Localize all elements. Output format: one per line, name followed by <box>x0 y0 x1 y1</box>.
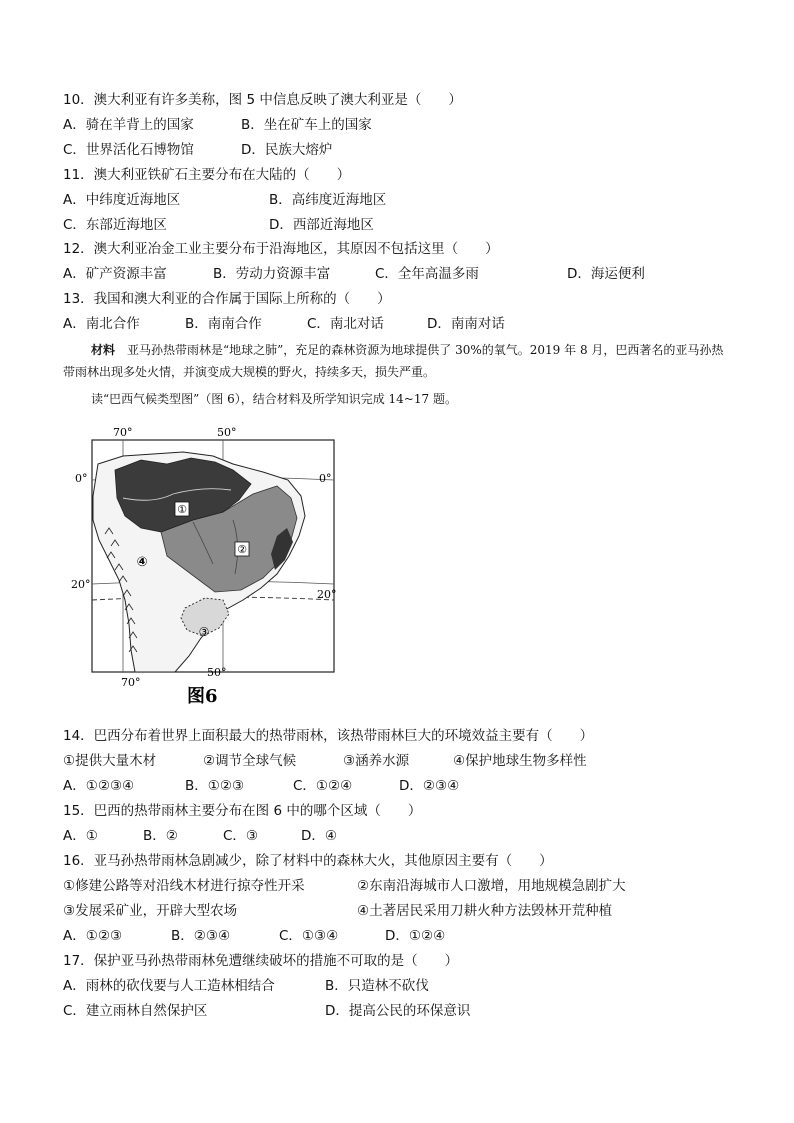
q15-option-c[interactable]: C．③ <box>223 828 259 844</box>
label-70-bottom: 70° <box>121 676 141 689</box>
q14-stem: 14．巴西分布着世界上面积最大的热带雨林，该热带雨林巨大的环境效益主要有（ ） <box>63 728 594 744</box>
q10-stem: 10．澳大利亚有许多美称，图 5 中信息反映了澳大利亚是（ ） <box>63 92 462 108</box>
q13-option-c[interactable]: C．南北对话 <box>307 316 384 332</box>
q14-option-b[interactable]: B．①②③ <box>185 778 245 794</box>
label-70-top: 70° <box>113 426 133 439</box>
q16-option-c[interactable]: C．①③④ <box>279 928 339 944</box>
q17-option-a[interactable]: A．雨林的砍伐要与人工造林相结合 <box>63 978 275 994</box>
q16-stem: 16．亚马孙热带雨林急剧减少，除了材料中的森林大火，其他原因主要有（ ） <box>63 853 553 869</box>
q10-option-d[interactable]: D．民族大熔炉 <box>241 142 333 158</box>
q15-stem: 15．巴西的热带雨林主要分布在图 6 中的哪个区域（ ） <box>63 803 422 819</box>
q14-option-d[interactable]: D．②③④ <box>399 778 460 794</box>
q11-option-a[interactable]: A．中纬度近海地区 <box>63 192 181 208</box>
read-instruction: 读“巴西气候类型图”（图 6），结合材料及所学知识完成 14~17 题。 <box>91 392 457 406</box>
label-50-top: 50° <box>217 426 237 439</box>
q17-option-d[interactable]: D．提高公民的环保意识 <box>325 1003 471 1019</box>
q16-item-3: ③发展采矿业，开辟大型农场 <box>63 903 238 919</box>
region-3-label: ③ <box>198 625 210 639</box>
region-1-label: ① <box>177 503 187 516</box>
q14-item-3: ③涵养水源 <box>343 753 410 769</box>
q14-item-4: ④保护地球生物多样性 <box>453 753 587 769</box>
q16-item-4: ④土著居民采用刀耕火种方法毁林开荒种植 <box>357 903 613 919</box>
q12-option-a[interactable]: A．矿产资源丰富 <box>63 266 167 282</box>
label-50-bottom: 50° <box>207 666 227 679</box>
q16-option-b[interactable]: B．②③④ <box>171 928 231 944</box>
q15-option-b[interactable]: B．② <box>143 828 178 844</box>
q10-option-b[interactable]: B．坐在矿车上的国家 <box>241 117 372 133</box>
label-20-left: 20° <box>71 578 91 591</box>
q13-stem: 13．我国和澳大利亚的合作属于国际上所称的（ ） <box>63 291 391 307</box>
q17-stem: 17．保护亚马孙热带雨林免遭继续破坏的措施不可取的是（ ） <box>63 953 459 969</box>
q12-option-c[interactable]: C．全年高温多雨 <box>375 266 479 282</box>
q16-option-a[interactable]: A．①②③ <box>63 928 123 944</box>
q10-option-c[interactable]: C．世界活化石博物馆 <box>63 142 194 158</box>
brazil-climate-map <box>63 424 341 710</box>
label-0-left: 0° <box>75 472 88 485</box>
q11-stem: 11．澳大利亚铁矿石主要分布在大陆的（ ） <box>63 167 351 183</box>
q16-item-2: ②东南沿海城市人口激增，用地规模急剧扩大 <box>357 878 626 894</box>
q11-option-d[interactable]: D．西部近海地区 <box>269 217 374 233</box>
q14-option-a[interactable]: A．①②③④ <box>63 778 135 794</box>
label-0-right: 0° <box>319 472 332 485</box>
region-4-label: ④ <box>136 555 148 570</box>
q13-option-b[interactable]: B．南南合作 <box>185 316 262 332</box>
q15-option-a[interactable]: A．① <box>63 828 98 844</box>
q13-option-a[interactable]: A．南北合作 <box>63 316 140 332</box>
q13-option-d[interactable]: D．南南对话 <box>427 316 505 332</box>
q14-item-1: ①提供大量木材 <box>63 753 157 769</box>
q17-option-b[interactable]: B．只造林不砍伐 <box>325 978 429 994</box>
q17-option-c[interactable]: C．建立雨林自然保护区 <box>63 1003 208 1019</box>
q16-option-d[interactable]: D．①②④ <box>385 928 446 944</box>
region-2-label: ② <box>237 543 247 556</box>
q15-option-d[interactable]: D．④ <box>301 828 337 844</box>
q10-option-a[interactable]: A．骑在羊背上的国家 <box>63 117 194 133</box>
q16-item-1: ①修建公路等对沿线木材进行掠夺性开采 <box>63 878 305 894</box>
q14-option-c[interactable]: C．①②④ <box>293 778 353 794</box>
q11-option-b[interactable]: B．高纬度近海地区 <box>269 192 387 208</box>
figure-caption: 图6 <box>187 686 218 707</box>
q12-option-b[interactable]: B．劳动力资源丰富 <box>213 266 331 282</box>
q12-stem: 12．澳大利亚冶金工业主要分布于沿海地区，其原因不包括这里（ ） <box>63 241 499 257</box>
q11-option-c[interactable]: C．东部近海地区 <box>63 217 167 233</box>
material-text: 亚马孙热带雨林是“地球之肺”，充足的森林资源为地球提供了 30%的氧气。2019 年 8 月，巴西著名的亚马孙热带雨林出现多处火情，并演变成大规模的野火，持续多天，损失严重。 <box>63 343 724 379</box>
label-20-right: 20° <box>317 588 337 601</box>
material-paragraph <box>63 339 731 383</box>
q12-option-d[interactable]: D．海运便利 <box>567 266 645 282</box>
q14-item-2: ②调节全球气候 <box>203 753 297 769</box>
material-label: 材料 <box>91 343 116 357</box>
